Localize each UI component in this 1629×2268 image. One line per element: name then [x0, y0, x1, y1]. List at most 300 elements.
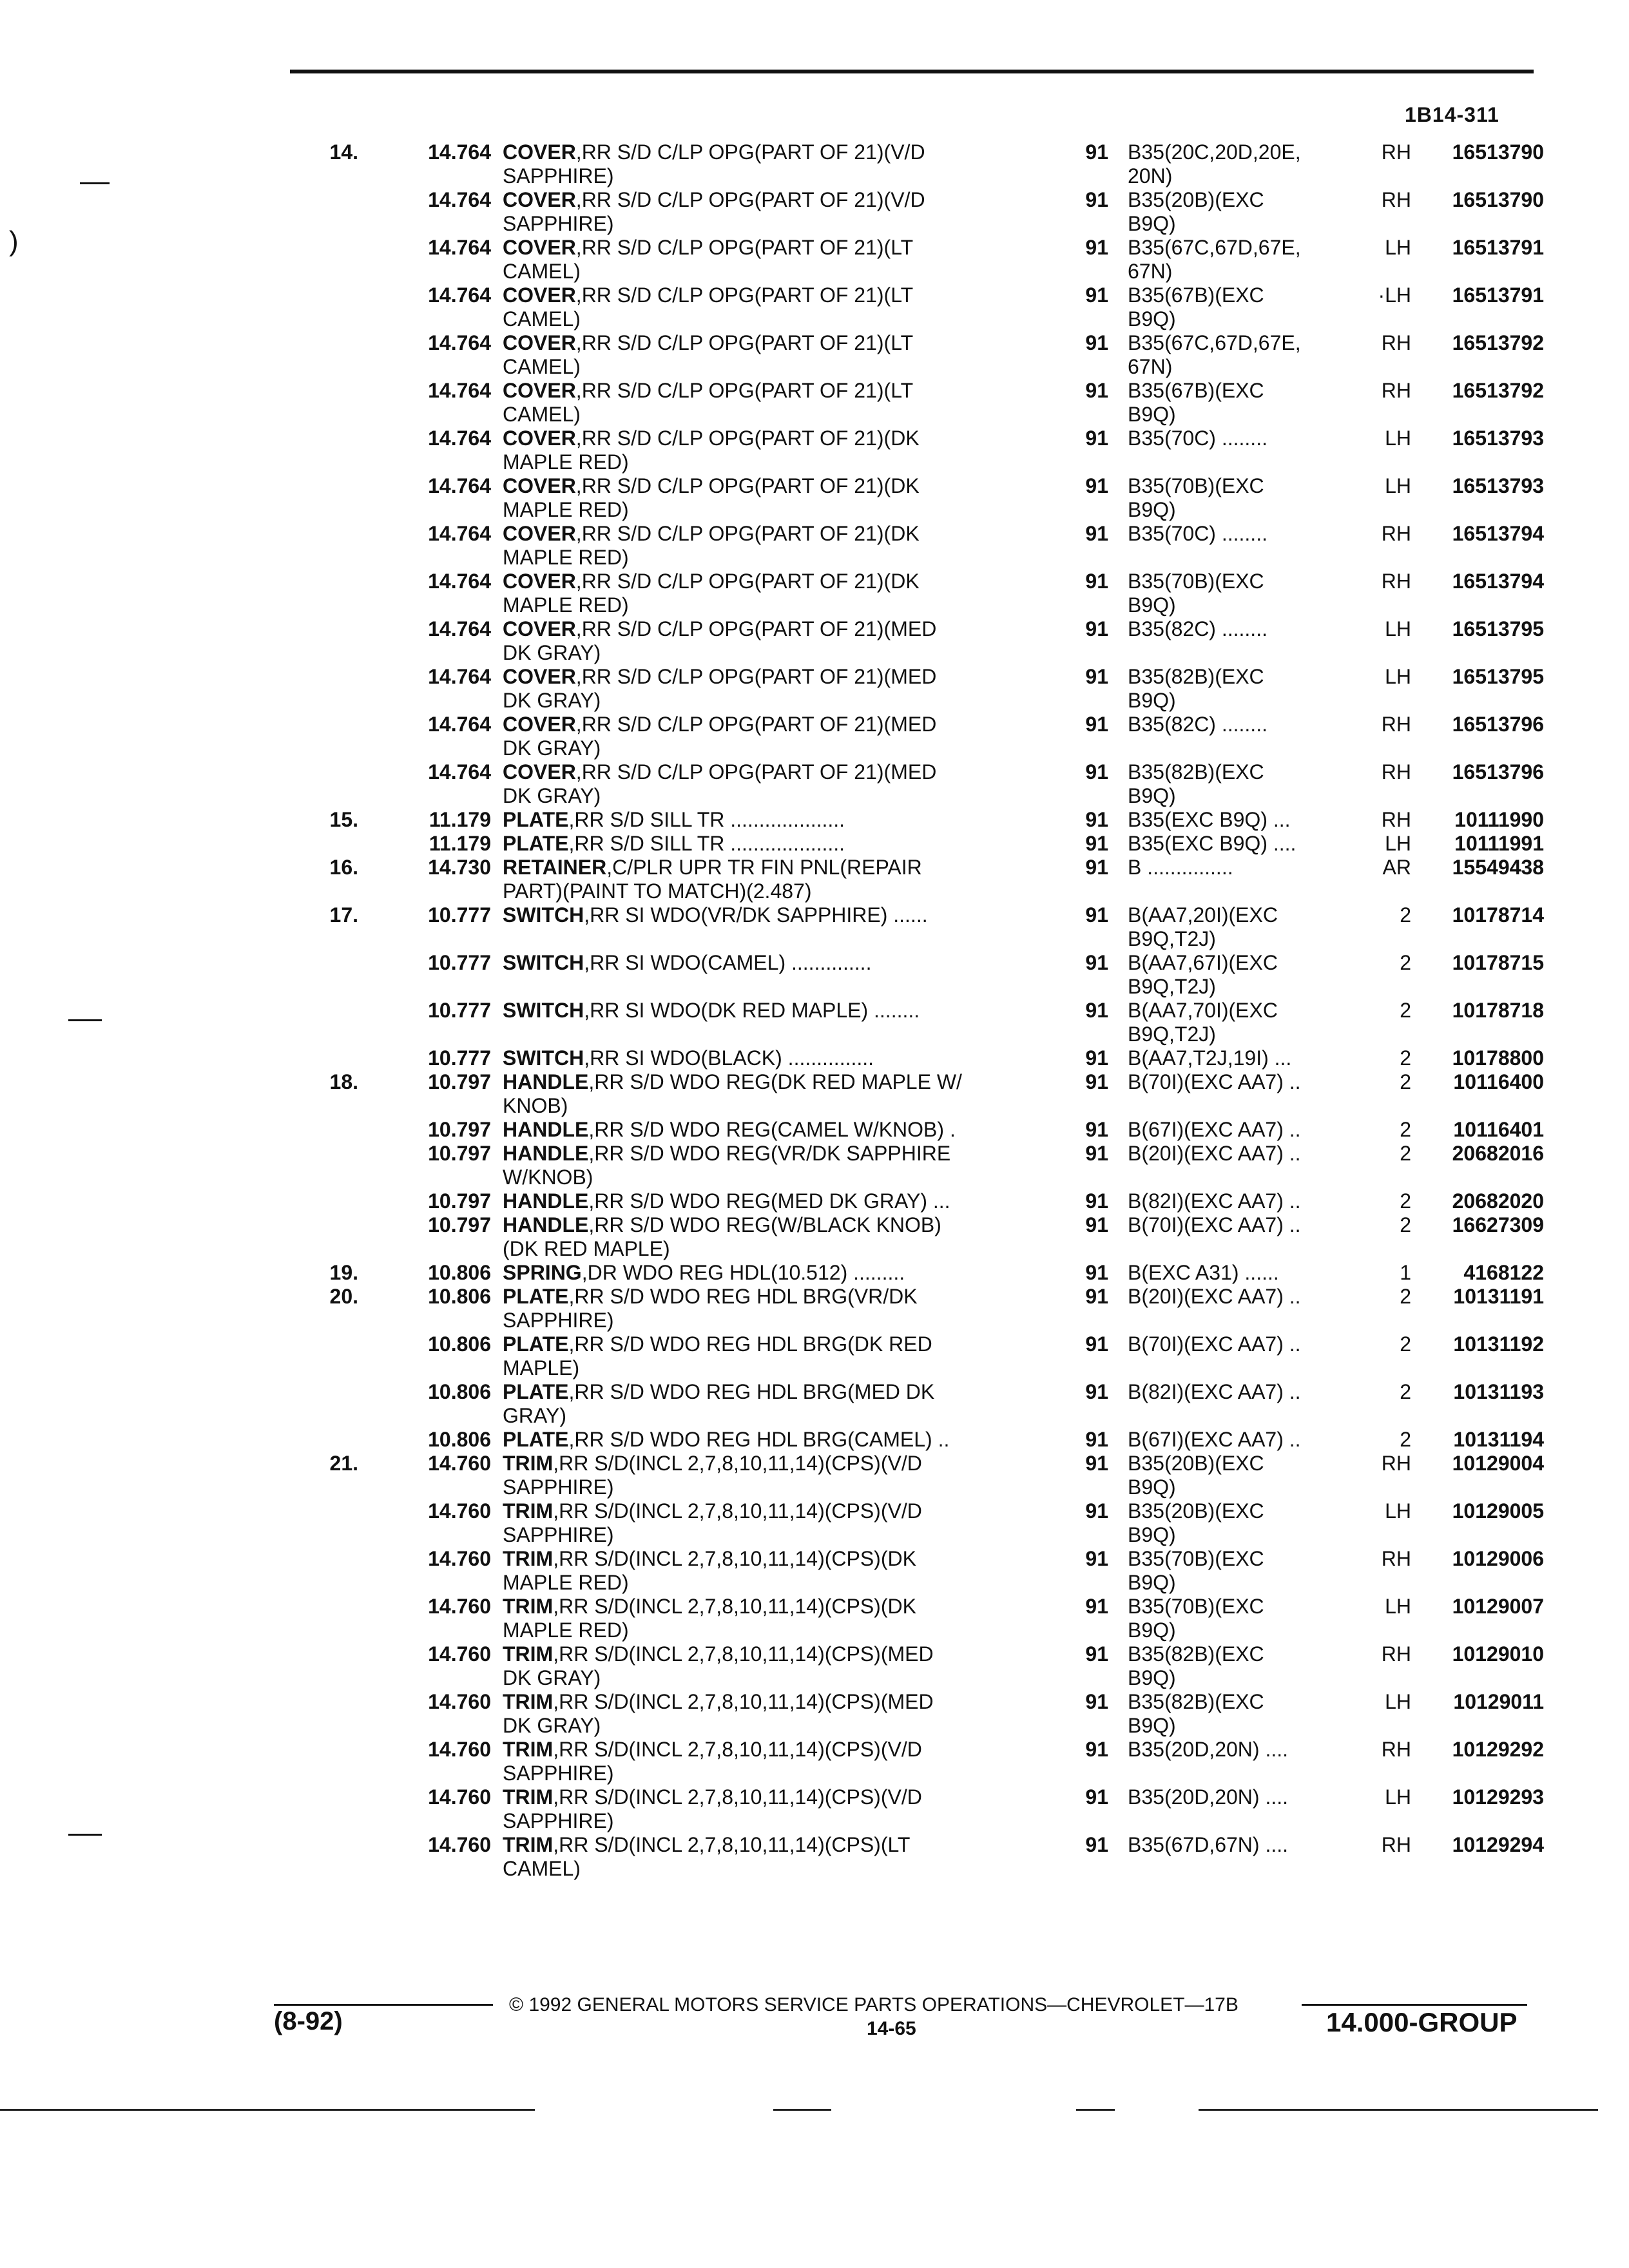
model-year: 91	[1085, 999, 1108, 1022]
table-row	[0, 1070, 1629, 1118]
table-row	[0, 1690, 1629, 1738]
group-number: 14.760	[428, 1499, 491, 1523]
part-detail: ,RR S/D(INCL 2,7,8,10,11,14)(CPS)(DK MAPLE RED)	[503, 1547, 916, 1594]
part-number: 16513795	[1452, 617, 1544, 640]
part-number: 16513792	[1452, 331, 1544, 354]
model-year: 91	[1085, 617, 1108, 640]
group-number: 14.760	[428, 1833, 491, 1856]
group-number: 14.764	[428, 522, 491, 545]
part-description	[503, 236, 1031, 284]
model-year: 91	[1085, 951, 1108, 974]
group-number: 14.764	[428, 236, 491, 259]
part-detail: ,RR S/D WDO REG(DK RED MAPLE W/ KNOB)	[503, 1070, 962, 1117]
quantity: RH	[1381, 760, 1411, 783]
group-number: 14.730	[428, 856, 491, 879]
group-number: 14.760	[428, 1595, 491, 1618]
table-row	[0, 1332, 1629, 1380]
part-name: COVER	[503, 474, 576, 497]
part-detail: ,RR S/D C/LP OPG(PART OF 21)(DK MAPLE RED)	[503, 474, 920, 521]
part-name: COVER	[503, 522, 576, 545]
part-description	[503, 140, 1031, 188]
model-year: 91	[1085, 1213, 1108, 1236]
model-year: 91	[1085, 856, 1108, 879]
usage-code: B35(82C) ........	[1128, 713, 1268, 736]
part-detail: ,RR SI WDO(CAMEL) ..............	[584, 951, 872, 974]
part-number: 20682020	[1452, 1189, 1544, 1213]
group-number: 11.179	[429, 808, 491, 831]
quantity: RH	[1381, 713, 1411, 736]
usage-code: B ...............	[1128, 856, 1233, 879]
part-number: 10129007	[1452, 1595, 1544, 1618]
table-row	[0, 427, 1629, 474]
quantity: LH	[1385, 427, 1411, 450]
quantity: 2	[1400, 1142, 1411, 1165]
usage-code: B(20I)(EXC AA7) ..	[1128, 1285, 1301, 1308]
part-number: 10116400	[1453, 1070, 1544, 1093]
table-row	[0, 856, 1629, 903]
usage-code: B35(20B)(EXC B9Q)	[1128, 1452, 1264, 1499]
usage-code: B35(20B)(EXC B9Q)	[1128, 1499, 1264, 1546]
group-number: 10.797	[428, 1142, 491, 1165]
usage-code: B(AA7,67I)(EXC B9Q,T2J)	[1128, 951, 1278, 998]
part-detail: ,RR SI WDO(BLACK) ...............	[584, 1046, 874, 1070]
copyright: © 1992 GENERAL MOTORS SERVICE PARTS OPERATIONS—CHEVROLET—17B	[509, 1994, 1239, 2015]
model-year: 91	[1085, 1070, 1108, 1093]
part-detail: ,DR WDO REG HDL(10.512) .........	[581, 1261, 905, 1284]
group-number: 14.764	[428, 474, 491, 497]
part-description	[503, 808, 1031, 832]
item-number: 21.	[329, 1452, 358, 1475]
part-detail: ,RR SI WDO(VR/DK SAPPHIRE) ......	[584, 903, 928, 927]
part-description	[503, 1070, 1031, 1118]
part-description	[503, 903, 1031, 927]
table-row	[0, 760, 1629, 808]
usage-code: B(82I)(EXC AA7) ..	[1128, 1380, 1301, 1403]
part-detail: ,RR S/D C/LP OPG(PART OF 21)(V/D SAPPHIRE)	[503, 140, 925, 187]
part-number: 16513790	[1452, 188, 1544, 211]
part-number: 10129011	[1453, 1690, 1544, 1713]
table-row	[0, 1642, 1629, 1690]
part-name: SWITCH	[503, 951, 584, 974]
quantity: RH	[1381, 808, 1411, 831]
part-detail: ,RR S/D(INCL 2,7,8,10,11,14)(CPS)(V/D SAPPHIRE)	[503, 1785, 922, 1832]
bottom-rule	[1076, 2109, 1115, 2111]
group-number: 10.777	[428, 951, 491, 974]
part-detail: ,RR S/D C/LP OPG(PART OF 21)(LT CAMEL)	[503, 284, 914, 331]
part-number: 10131191	[1453, 1285, 1544, 1308]
usage-code: B35(70B)(EXC B9Q)	[1128, 474, 1264, 521]
part-name: COVER	[503, 760, 576, 783]
group-title: 14.000-GROUP	[1326, 2007, 1518, 2037]
model-year: 91	[1085, 1690, 1108, 1713]
quantity: RH	[1381, 1642, 1411, 1666]
part-number: 16513793	[1452, 427, 1544, 450]
group-number: 14.764	[428, 760, 491, 783]
quantity: 2	[1400, 951, 1411, 974]
group-number: 14.760	[428, 1547, 491, 1570]
part-description	[503, 1332, 1031, 1380]
usage-code: B35(67B)(EXC B9Q)	[1128, 379, 1264, 426]
group-number: 14.764	[428, 331, 491, 354]
part-name: COVER	[503, 236, 576, 259]
model-year: 91	[1085, 1046, 1108, 1070]
part-detail: ,RR S/D C/LP OPG(PART OF 21)(MED DK GRAY)	[503, 713, 937, 760]
usage-code: B35(20D,20N) ....	[1128, 1738, 1288, 1761]
table-row	[0, 1785, 1629, 1833]
usage-code: B35(EXC B9Q) ...	[1128, 808, 1291, 831]
part-description	[503, 1261, 1031, 1285]
revision-date: (8-92)	[274, 2007, 343, 2035]
table-row	[0, 1213, 1629, 1261]
quantity: RH	[1381, 188, 1411, 211]
model-year: 91	[1085, 474, 1108, 497]
part-description	[503, 570, 1031, 617]
usage-code: B35(70C) ........	[1128, 427, 1268, 450]
model-year: 91	[1085, 1499, 1108, 1523]
table-row	[0, 665, 1629, 713]
part-name: COVER	[503, 713, 576, 736]
part-name: SWITCH	[503, 903, 584, 927]
part-detail: ,RR S/D(INCL 2,7,8,10,11,14)(CPS)(V/D SAPPHIRE)	[503, 1452, 922, 1499]
part-name: TRIM	[503, 1690, 554, 1713]
footer-rule	[274, 2004, 493, 2006]
quantity: LH	[1385, 617, 1411, 640]
usage-code: B(20I)(EXC AA7) ..	[1128, 1142, 1301, 1165]
group-number: 14.760	[428, 1785, 491, 1809]
part-detail: ,RR S/D SILL TR ....................	[568, 808, 845, 831]
part-description	[503, 999, 1031, 1023]
part-detail: ,RR S/D(INCL 2,7,8,10,11,14)(CPS)(V/D SAPPHIRE)	[503, 1499, 922, 1546]
usage-code: B35(67C,67D,67E, 67N)	[1128, 236, 1301, 283]
parts-list	[0, 140, 1629, 1881]
group-number: 10.797	[428, 1213, 491, 1236]
part-number: 16627309	[1452, 1213, 1544, 1236]
part-description	[503, 617, 1031, 665]
quantity: 2	[1400, 903, 1411, 927]
item-number: 16.	[329, 856, 358, 879]
usage-code: B(70I)(EXC AA7) ..	[1128, 1332, 1301, 1356]
table-row	[0, 1261, 1629, 1285]
model-year: 91	[1085, 284, 1108, 307]
item-number: 19.	[329, 1261, 358, 1284]
part-name: TRIM	[503, 1499, 554, 1523]
part-detail: ,RR S/D WDO REG(MED DK GRAY) ...	[588, 1189, 950, 1213]
part-number: 10178718	[1452, 999, 1544, 1022]
part-detail: ,RR S/D WDO REG(CAMEL W/KNOB) .	[588, 1118, 956, 1141]
part-number: 10129006	[1452, 1547, 1544, 1570]
quantity: 2	[1400, 1380, 1411, 1403]
usage-code: B35(20D,20N) ....	[1128, 1785, 1288, 1809]
part-name: PLATE	[503, 1285, 569, 1308]
quantity: RH	[1381, 1547, 1411, 1570]
part-number: 10129293	[1452, 1785, 1544, 1809]
part-number: 10111991	[1454, 832, 1544, 855]
model-year: 91	[1085, 331, 1108, 354]
usage-code: B35(82B)(EXC B9Q)	[1128, 760, 1264, 807]
table-row	[0, 188, 1629, 236]
part-number: 10178714	[1452, 903, 1544, 927]
group-number: 14.764	[428, 713, 491, 736]
part-number: 10129010	[1452, 1642, 1544, 1666]
part-detail: ,RR S/D C/LP OPG(PART OF 21)(DK MAPLE RED)	[503, 427, 920, 474]
model-year: 91	[1085, 570, 1108, 593]
part-number: 16513795	[1452, 665, 1544, 688]
part-description	[503, 1452, 1031, 1499]
part-name: TRIM	[503, 1547, 554, 1570]
usage-code: B(70I)(EXC AA7) ..	[1128, 1070, 1301, 1093]
part-description	[503, 1142, 1031, 1189]
usage-code: B35(67D,67N) ....	[1128, 1833, 1288, 1856]
part-name: COVER	[503, 331, 576, 354]
part-name: HANDLE	[503, 1142, 589, 1165]
table-row	[0, 832, 1629, 856]
quantity: RH	[1381, 140, 1411, 164]
quantity: 2	[1400, 1285, 1411, 1308]
part-name: SWITCH	[503, 999, 584, 1022]
part-description	[503, 1738, 1031, 1785]
quantity: LH	[1385, 665, 1411, 688]
part-name: SPRING	[503, 1261, 582, 1284]
usage-code: B35(70C) ........	[1128, 522, 1268, 545]
model-year: 91	[1085, 808, 1108, 831]
quantity: 2	[1400, 1189, 1411, 1213]
usage-code: B35(82B)(EXC B9Q)	[1128, 1642, 1264, 1689]
part-name: COVER	[503, 665, 576, 688]
table-row	[0, 617, 1629, 665]
part-name: RETAINER	[503, 856, 607, 879]
part-name: TRIM	[503, 1452, 554, 1475]
part-description	[503, 951, 1031, 975]
part-name: PLATE	[503, 1428, 569, 1451]
model-year: 91	[1085, 1285, 1108, 1308]
part-name: TRIM	[503, 1595, 554, 1618]
table-row	[0, 284, 1629, 331]
part-detail: ,RR S/D(INCL 2,7,8,10,11,14)(CPS)(LT CAMEL)	[503, 1833, 911, 1880]
part-description	[503, 1046, 1031, 1070]
part-name: SWITCH	[503, 1046, 584, 1070]
group-number: 10.777	[428, 903, 491, 927]
usage-code: B35(70B)(EXC B9Q)	[1128, 570, 1264, 617]
part-description	[503, 1499, 1031, 1547]
part-detail: ,RR S/D WDO REG(W/BLACK KNOB) (DK RED MAPLE)	[503, 1213, 941, 1260]
part-name: PLATE	[503, 808, 569, 831]
part-description	[503, 1428, 1031, 1452]
part-detail: ,RR S/D C/LP OPG(PART OF 21)(LT CAMEL)	[503, 379, 914, 426]
model-year: 91	[1085, 140, 1108, 164]
table-row	[0, 331, 1629, 379]
item-number: 14.	[329, 140, 358, 164]
model-year: 91	[1085, 1642, 1108, 1666]
part-number: 10178800	[1452, 1046, 1544, 1070]
part-detail: ,RR S/D C/LP OPG(PART OF 21)(LT CAMEL)	[503, 236, 914, 283]
model-year: 91	[1085, 379, 1108, 402]
usage-code: B35(EXC B9Q) ....	[1128, 832, 1296, 855]
quantity: LH	[1385, 236, 1411, 259]
usage-code: B(82I)(EXC AA7) ..	[1128, 1189, 1301, 1213]
part-description	[503, 188, 1031, 236]
part-name: PLATE	[503, 1380, 569, 1403]
group-number: 10.806	[428, 1285, 491, 1308]
part-name: COVER	[503, 140, 576, 164]
part-name: COVER	[503, 188, 576, 211]
part-detail: ,RR S/D(INCL 2,7,8,10,11,14)(CPS)(MED DK GRAY)	[503, 1642, 934, 1689]
bottom-rule	[773, 2109, 831, 2111]
usage-code: B35(82C) ........	[1128, 617, 1268, 640]
part-name: COVER	[503, 570, 576, 593]
part-number: 16513796	[1452, 713, 1544, 736]
item-number: 20.	[329, 1285, 358, 1308]
table-row	[0, 1833, 1629, 1881]
quantity: 2	[1400, 1046, 1411, 1070]
model-year: 91	[1085, 665, 1108, 688]
quantity: LH	[1385, 1499, 1411, 1523]
table-row	[0, 1118, 1629, 1142]
model-year: 91	[1085, 1189, 1108, 1213]
part-name: PLATE	[503, 1332, 569, 1356]
part-name: TRIM	[503, 1738, 554, 1761]
table-row	[0, 1595, 1629, 1642]
usage-code: B35(20B)(EXC B9Q)	[1128, 188, 1264, 235]
part-number: 10131194	[1453, 1428, 1544, 1451]
part-number: 10129292	[1452, 1738, 1544, 1761]
table-row	[0, 1738, 1629, 1785]
table-row	[0, 1380, 1629, 1428]
table-row	[0, 951, 1629, 999]
top-rule	[290, 70, 1534, 73]
table-row	[0, 1452, 1629, 1499]
part-description	[503, 713, 1031, 760]
part-detail: ,RR S/D WDO REG(VR/DK SAPPHIRE W/KNOB)	[503, 1142, 951, 1189]
part-name: HANDLE	[503, 1213, 589, 1236]
part-description	[503, 1595, 1031, 1642]
model-year: 91	[1085, 522, 1108, 545]
group-number: 14.764	[428, 570, 491, 593]
part-number: 16513791	[1452, 236, 1544, 259]
part-number: 10129294	[1452, 1833, 1544, 1856]
usage-code: B(EXC A31) ......	[1128, 1261, 1279, 1284]
part-detail: ,RR S/D C/LP OPG(PART OF 21)(LT CAMEL)	[503, 331, 914, 378]
part-detail: ,RR S/D C/LP OPG(PART OF 21)(MED DK GRAY)	[503, 665, 937, 712]
part-description	[503, 1213, 1031, 1261]
quantity: LH	[1385, 1595, 1411, 1618]
margin-mark: )	[9, 226, 19, 257]
model-year: 91	[1085, 1547, 1108, 1570]
part-detail: ,RR S/D SILL TR ....................	[568, 832, 845, 855]
part-description	[503, 1833, 1031, 1881]
quantity: RH	[1381, 570, 1411, 593]
part-description	[503, 1690, 1031, 1738]
part-description	[503, 474, 1031, 522]
part-number: 15549438	[1452, 856, 1544, 879]
part-name: TRIM	[503, 1785, 554, 1809]
model-year: 91	[1085, 713, 1108, 736]
usage-code: B35(20C,20D,20E, 20N)	[1128, 140, 1301, 187]
part-detail: ,RR S/D(INCL 2,7,8,10,11,14)(CPS)(V/D SAPPHIRE)	[503, 1738, 922, 1785]
model-year: 91	[1085, 1833, 1108, 1856]
model-year: 91	[1085, 903, 1108, 927]
page-number: 14-65	[867, 2018, 916, 2039]
table-row	[0, 236, 1629, 284]
group-number: 10.777	[428, 1046, 491, 1070]
part-name: HANDLE	[503, 1070, 589, 1093]
table-row	[0, 1428, 1629, 1452]
group-number: 10.806	[428, 1380, 491, 1403]
part-number: 10116401	[1453, 1118, 1544, 1141]
group-number: 10.797	[428, 1118, 491, 1141]
part-detail: ,RR S/D WDO REG HDL BRG(CAMEL) ..	[568, 1428, 950, 1451]
part-number: 16513792	[1452, 379, 1544, 402]
group-number: 14.764	[428, 617, 491, 640]
item-number: 17.	[329, 903, 358, 927]
table-row	[0, 903, 1629, 951]
part-number: 10131193	[1453, 1380, 1544, 1403]
bottom-rule	[1199, 2109, 1598, 2111]
part-description	[503, 665, 1031, 713]
model-year: 91	[1085, 1261, 1108, 1284]
part-name: TRIM	[503, 1833, 554, 1856]
model-year: 91	[1085, 1142, 1108, 1165]
part-description	[503, 832, 1031, 856]
table-row	[0, 1189, 1629, 1213]
usage-code: B(AA7,T2J,19I) ...	[1128, 1046, 1292, 1070]
part-description	[503, 331, 1031, 379]
table-row	[0, 1547, 1629, 1595]
part-description	[503, 1285, 1031, 1332]
table-row	[0, 1285, 1629, 1332]
part-name: COVER	[503, 617, 576, 640]
group-number: 11.179	[429, 832, 491, 855]
group-number: 14.764	[428, 665, 491, 688]
part-detail: ,RR S/D WDO REG HDL BRG(VR/DK SAPPHIRE)	[503, 1285, 918, 1332]
model-year: 91	[1085, 1785, 1108, 1809]
quantity: RH	[1381, 1452, 1411, 1475]
part-description	[503, 522, 1031, 570]
part-description	[503, 1189, 1031, 1213]
group-number: 10.797	[428, 1070, 491, 1093]
part-number: 16513791	[1452, 284, 1544, 307]
part-number: 10129004	[1452, 1452, 1544, 1475]
part-name: HANDLE	[503, 1189, 589, 1213]
part-description	[503, 856, 1031, 903]
part-description	[503, 427, 1031, 474]
part-description	[503, 284, 1031, 331]
group-number: 14.760	[428, 1642, 491, 1666]
group-number: 10.806	[428, 1332, 491, 1356]
quantity: 2	[1400, 1332, 1411, 1356]
part-name: COVER	[503, 284, 576, 307]
model-year: 91	[1085, 236, 1108, 259]
part-detail: ,RR S/D C/LP OPG(PART OF 21)(DK MAPLE RED)	[503, 522, 920, 569]
part-number: 4168122	[1463, 1261, 1544, 1284]
part-name: COVER	[503, 379, 576, 402]
quantity: RH	[1381, 1738, 1411, 1761]
table-row	[0, 522, 1629, 570]
part-number: 16513796	[1452, 760, 1544, 783]
part-name: COVER	[503, 427, 576, 450]
group-number: 10.777	[428, 999, 491, 1022]
group-number: 14.760	[428, 1690, 491, 1713]
table-row	[0, 570, 1629, 617]
group-number: 14.760	[428, 1452, 491, 1475]
part-number: 16513790	[1452, 140, 1544, 164]
table-row	[0, 1046, 1629, 1070]
table-row	[0, 1142, 1629, 1189]
model-year: 91	[1085, 1738, 1108, 1761]
group-number: 14.764	[428, 284, 491, 307]
usage-code: B(AA7,70I)(EXC B9Q,T2J)	[1128, 999, 1278, 1046]
quantity: RH	[1381, 522, 1411, 545]
group-number: 14.760	[428, 1738, 491, 1761]
